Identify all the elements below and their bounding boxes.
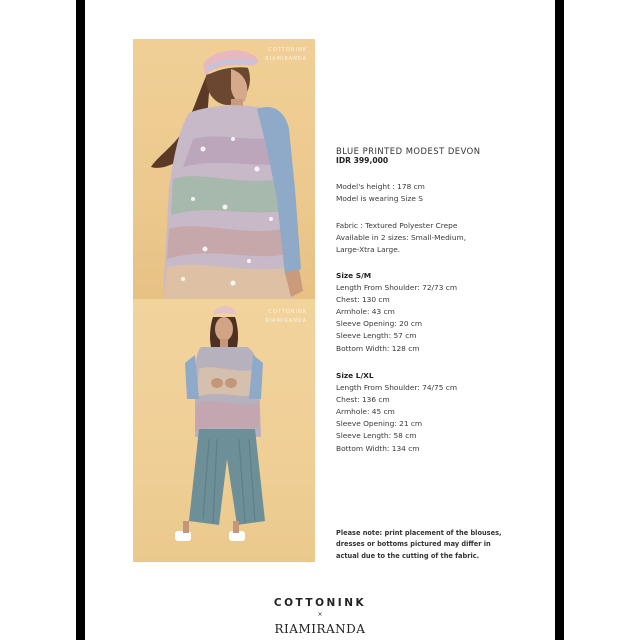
measurement-chest: Chest: 130 cm [336,295,390,305]
note-line: actual due to the cutting of the fabric. [336,551,480,560]
model-size: Model is wearing Size S [336,194,423,204]
model-front-illustration [133,299,315,562]
measurement-length: Length From Shoulder: 72/73 cm [336,283,458,293]
model-height: Model's height : 178 cm [336,182,425,191]
product-photo-back-view [133,39,315,299]
photo-watermark-brand: COTTONINK [268,309,307,315]
measurement-bottom-width: Bottom Width: 134 cm [336,443,420,453]
fabric-type: Fabric : Textured Polyester Crepe [336,221,458,230]
measurement-sleeve-opening: Sleeve Opening: 21 cm [336,419,423,429]
size-chart-lxl [336,370,457,455]
measurement-length: Length From Shoulder: 74/75 cm [336,383,458,393]
note-line: dresses or bottoms pictured may differ in [336,540,491,549]
fabric-info [336,220,466,256]
photo-watermark-collab: RIAMIRANDA [265,56,307,62]
size-chart-sm [336,270,457,355]
product-photo-front-view [133,299,315,562]
brand-separator: × [317,611,323,618]
note-line: Please note: print placement of the blouses, [336,529,502,537]
product-price: IDR 399,000 [336,156,389,165]
measurement-sleeve-length: Sleeve Length: 58 cm [336,431,417,441]
size-heading: Size L/XL [336,371,374,380]
measurement-bottom-width: Bottom Width: 128 cm [336,343,420,353]
model-back-illustration [133,39,315,299]
product-name: BLUE PRINTED MODEST DEVON [336,146,481,156]
measurement-sleeve-opening: Sleeve Opening: 20 cm [336,319,423,329]
available-sizes: Available in 2 sizes: Small-Medium, [336,233,467,243]
measurement-armhole: Armhole: 43 cm [336,307,395,317]
measurement-sleeve-length: Sleeve Length: 57 cm [336,331,417,341]
photo-watermark-collab: RIAMIRANDA [265,318,307,324]
brand-logo-cottonink: COTTONINK [273,597,367,609]
model-info [336,181,425,205]
photo-watermark-brand: COTTONINK [268,47,307,53]
product-title [336,146,481,166]
measurement-armhole: Armhole: 45 cm [336,407,395,417]
measurement-chest: Chest: 136 cm [336,395,390,405]
size-heading: Size S/M [336,271,372,280]
brand-logo-riamiranda: RIAMIRANDA [274,622,366,636]
print-placement-note [336,528,536,562]
right-border-bar [555,0,564,640]
left-border-bar [76,0,85,640]
available-sizes-cont: Large-Xtra Large. [336,245,401,255]
